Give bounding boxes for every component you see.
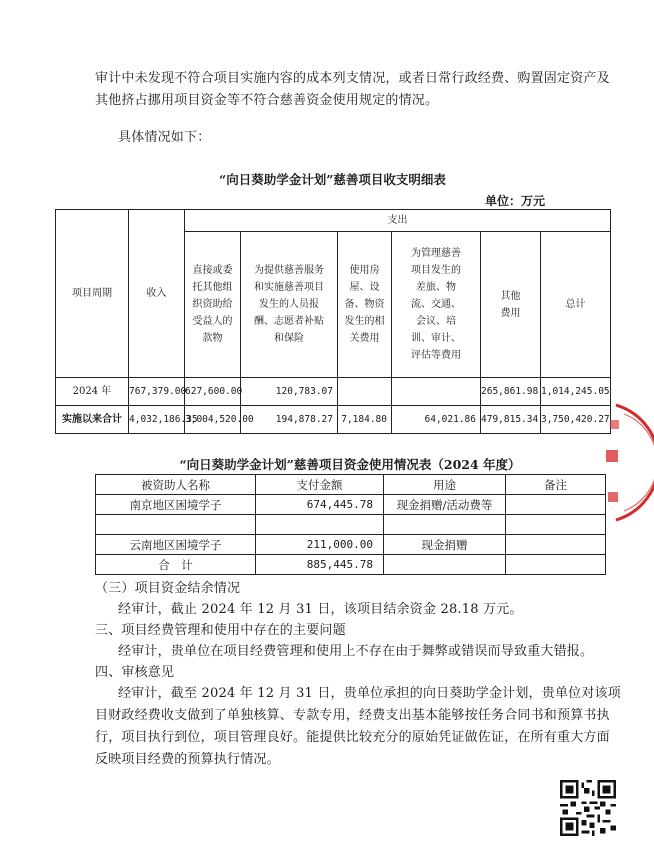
balance-text: 经审计，截止 2024 年 12 月 31 日，该项目结余资金 28.18 万元。 (118, 602, 523, 617)
header-direct: 直接或委 托其他组 织资助给 受益人的 款物 (185, 232, 241, 378)
opinion-line-2: 目财政经费收支做到了单独核算、专款专用，经费支出基本能够按任务合同书和预算书执 (95, 708, 610, 723)
table2-title: “向日葵助学金计划”慈善项目资金使用情况表（2024 年度） (179, 457, 521, 472)
table-total-row: 合 计 885,445.78 (96, 555, 606, 575)
income-expense-table (55, 209, 611, 434)
table-row: 实施以来合计 4,032,186.35 3,004,520.00 194,878.27 7,184.80 64,021.86 479,815.34 3,750,420.27 (56, 406, 611, 434)
header-amount: 支付金额 (256, 475, 384, 495)
table1-unit: 单位：万元 (485, 194, 546, 208)
header-admin: 为管理慈善 项目发生的 差旅、物 流、交通、 会议、培 训、审计、 评估等费用 (392, 232, 481, 378)
opinion-line-4: 反映项目经费的预算执行情况。 (95, 752, 280, 767)
table1-title: “向日葵助学金计划”慈善项目收支明细表 (219, 172, 446, 187)
header-income: 收入 (129, 210, 185, 378)
issues-text: 经审计，贵单位在项目经费管理和使用上不存在由于舞弊或错误而导致重大错报。 (118, 644, 594, 659)
header-staff: 为提供慈善服务 和实施慈善项目 发生的人员报 酬、志愿者补贴 和保险 (241, 232, 338, 378)
table-row: 南京地区困境学子 674,445.78 现金捐赠/活动费等 (96, 495, 606, 515)
issues-heading: 三、项目经费管理和使用中存在的主要问题 (95, 623, 346, 638)
header-note: 备注 (506, 475, 606, 495)
header-total: 总计 (541, 232, 611, 378)
qr-code-icon (560, 780, 616, 836)
opinion-line-1: 经审计，截至 2024 年 12 月 31 日，贵单位承担的向日葵助学金计划，贵单位对该项 (118, 686, 621, 701)
intro-line-2: 其他挤占挪用项目资金等不符合慈善资金使用规定的情况。 (95, 93, 439, 108)
table-row: 云南地区困境学子 211,000.00 现金捐赠 (96, 535, 606, 555)
opinion-heading: 四、审核意见 (95, 665, 175, 680)
fund-usage-table (95, 474, 606, 575)
header-name: 被资助人名称 (96, 475, 256, 495)
table-row: 2024 年 767,379.00 627,600.00 120,783.07 265,861.98 1,014,245.05 (56, 378, 611, 406)
red-seal-fragment (598, 400, 654, 525)
detail-intro: 具体情况如下： (118, 130, 211, 145)
header-period: 项目周期 (56, 210, 129, 378)
opinion-line-3: 行，项目执行到位，项目管理良好。能提供比较充分的原始凭证做佐证，在所有重大方面 (95, 730, 610, 745)
header-expense-group: 支出 (185, 210, 611, 232)
header-other: 其他 费用 (481, 232, 541, 378)
header-rent: 使用房 屋、设 备、物资 发生的相 关费用 (338, 232, 392, 378)
intro-line-1: 审计中未发现不符合项目实施内容的成本列支情况，或者日常行政经费、购置固定资产及 (95, 71, 610, 86)
header-usage: 用途 (384, 475, 506, 495)
balance-heading: （三）项目资金结余情况 (95, 581, 241, 596)
